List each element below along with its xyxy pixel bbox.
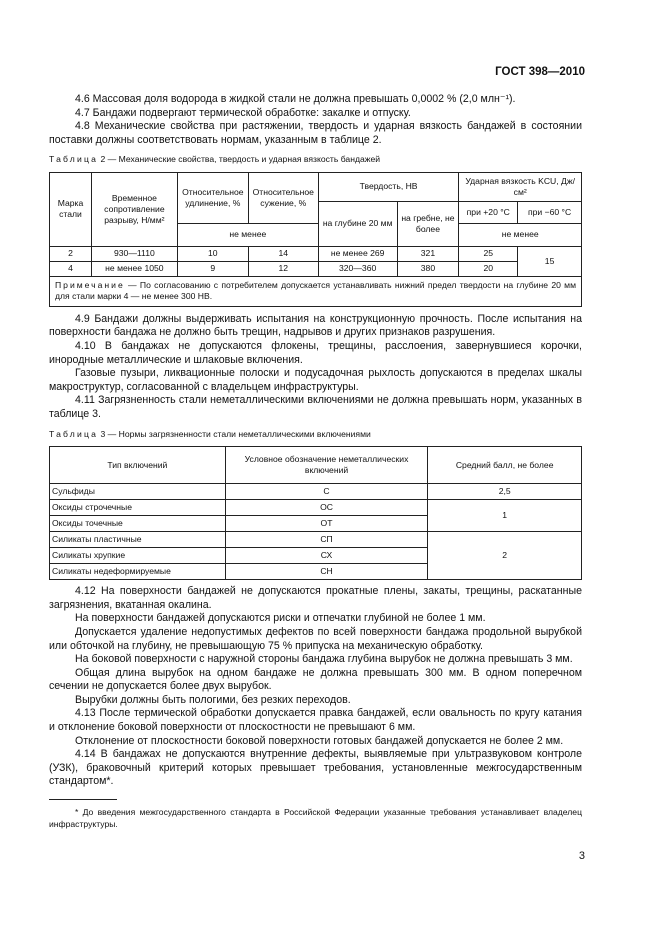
paragraph-4-11: 4.11 Загрязненность стали неметаллическими включениями не должна превышать норм, указанных в таблице 3. <box>49 394 582 420</box>
paragraph-4-8: 4.8 Механические свойства при растяжении, твердость и ударная вязкость бандажей в состоянии поставки должны соответствовать нормам, указанным в таблице 2. <box>49 120 582 146</box>
header-plus-20: при +20 °С <box>459 201 518 223</box>
header-impact-strength: Ударная вязкость KCU, Дж/см² <box>459 172 582 201</box>
paragraph-4-14: 4.14 В бандажах не допускаются внутренние дефекты, выявляемые при ультразвуковом контроле (УЗК), браковочный критерий которых превышает требования, установленные межгосударственным стандартом*. <box>49 748 582 788</box>
paragraph-4-6: 4.6 Массовая доля водорода в жидкой стали не должна превышать 0,0002 % (2,0 млн⁻¹). <box>75 93 516 105</box>
cell-hardness-crest: 321 <box>397 246 459 261</box>
table-3-caption-word: Таблица <box>49 428 99 439</box>
table-2-note <box>50 276 582 306</box>
note-word: Примечание <box>55 279 125 290</box>
cell-type: Силикаты пластичные <box>50 532 226 548</box>
cell-hardness-depth: 320—360 <box>318 261 397 276</box>
cell-impact-plus20: 20 <box>459 261 518 276</box>
paragraph-flatness: Отклонение от плоскостности боковой поверхности готовых бандажей допускается не более 2 мм. <box>75 734 564 747</box>
table-row <box>50 532 582 548</box>
header-elongation: Относительное удлинение, % <box>177 172 248 223</box>
paragraph-gas-bubbles: Газовые пузыри, ликвационные полоски и подусадочная рыхлость допускаются в пределах шкалы макроструктур, согласованной с владельцем инфраструктуры. <box>49 367 582 393</box>
header-depth-20mm: на глубине 20 мм <box>318 201 397 246</box>
header-minus-60: при −60 °С <box>518 201 582 223</box>
table-row <box>50 500 582 516</box>
cell-type: Сульфиды <box>50 484 226 500</box>
cell-symbol: СХ <box>225 548 428 564</box>
table-3-caption <box>49 428 582 442</box>
cell-elongation: 9 <box>177 261 248 276</box>
paragraph-4-12: 4.12 На поверхности бандажей не допускаются прокатные плены, закаты, трещины, раскатанные загрязнения, вкатанная окалина. <box>49 585 582 611</box>
cell-symbol: С <box>225 484 428 500</box>
cell-type: Оксиды точечные <box>50 516 226 532</box>
cell-symbol: СП <box>225 532 428 548</box>
cell-type: Оксиды строчечные <box>50 500 226 516</box>
header-not-less-2: не менее <box>459 223 582 246</box>
cell-score: 2 <box>428 532 582 580</box>
cell-symbol: ОТ <box>225 516 428 532</box>
cell-grade: 4 <box>50 261 92 276</box>
cell-impact-minus60: 15 <box>518 246 582 276</box>
header-contraction: Относительное сужение, % <box>248 172 318 223</box>
table-row <box>50 246 582 261</box>
table-row <box>50 261 582 276</box>
paragraph-risks: На поверхности бандажей допускаются риски и отпечатки глубиной не более 1 мм. <box>75 612 486 625</box>
cell-hardness-crest: 380 <box>397 261 459 276</box>
cell-tensile: не менее 1050 <box>91 261 177 276</box>
cell-type: Силикаты хрупкие <box>50 548 226 564</box>
paragraph-cut-shape: Вырубки должны быть пологими, без резких переходов. <box>75 693 351 706</box>
paragraph-4-9: 4.9 Бандажи должны выдерживать испытания на конструкционную прочность. После испытания на поверхности бандажа не должно быть трещин, надрывов и других признаков разрушения. <box>49 312 582 339</box>
table-3 <box>49 446 582 580</box>
cell-score: 2,5 <box>428 484 582 500</box>
header-inclusion-symbol: Условное обозначение неметаллических включений <box>225 447 428 484</box>
paragraph-side-surface: На боковой поверхности с наружной стороны бандажа глубина вырубок не должна превышать 3 мм. <box>75 653 573 666</box>
header-steel-grade: Марка стали <box>50 172 92 246</box>
cell-score: 1 <box>428 500 582 532</box>
table-2 <box>49 172 582 307</box>
page-number: 3 <box>578 850 585 862</box>
header-crest: на гребне, не более <box>397 201 459 246</box>
header-average-score: Средний балл, не более <box>428 447 582 484</box>
cell-symbol: СН <box>225 564 428 580</box>
note-text: — По согласованию с потребителем допускается устанавливать нижний предел твердости на глубине 20 мм для стали марки 4 — не менее 300 НВ. <box>55 279 576 302</box>
cell-tensile: 930—1110 <box>91 246 177 261</box>
paragraph-4-7: 4.7 Бандажи подвергают термической обработке: закалке и отпуску. <box>75 106 411 119</box>
header-tensile-strength: Временное сопротивление разрыву, Н/мм² <box>91 172 177 246</box>
header-not-less-1: не менее <box>177 223 318 246</box>
table-2-caption-word: Таблица <box>49 154 99 165</box>
standard-code-header: ГОСТ 398—2010 <box>495 66 585 78</box>
paragraph-4-10: 4.10 В бандажах не допускаются флокены, трещины, расслоения, завернувшиеся корочки, инородные металлические и шлаковые включения. <box>49 339 582 366</box>
cell-contraction: 14 <box>248 246 318 261</box>
table-3-caption-text: 3 — Нормы загрязненности стали неметаллическими включениями <box>98 428 371 439</box>
cell-type: Силикаты недеформируемые <box>50 564 226 580</box>
paragraph-cut-length: Общая длина вырубок на одном бандаже не должна превышать 300 мм. В одном поперечном сечении не допускается более двух вырубок. <box>49 666 582 693</box>
header-hardness: Твердость, НВ <box>318 172 459 201</box>
table-2-caption-text: 2 — Механические свойства, твердость и ударная вязкость бандажей <box>98 154 381 165</box>
paragraph-4-13: 4.13 После термической обработки допускается правка бандажей, если овальность по кругу катания и отклонение боковой поверхности от плоскостности не превышают 6 мм. <box>49 707 582 734</box>
cell-impact-plus20: 25 <box>459 246 518 261</box>
footnote: * До введения межгосударственного стандарта в Российской Федерации указанные требования устанавливает владелец инфраструктуры. <box>49 807 582 830</box>
table-2-caption <box>49 153 582 167</box>
header-inclusion-type: Тип включений <box>50 447 226 484</box>
cell-hardness-depth: не менее 269 <box>318 246 397 261</box>
cell-contraction: 12 <box>248 261 318 276</box>
document-body <box>49 93 582 830</box>
cell-symbol: ОС <box>225 500 428 516</box>
cell-grade: 2 <box>50 246 92 261</box>
cell-elongation: 10 <box>177 246 248 261</box>
table-row <box>50 484 582 500</box>
paragraph-defect-removal: Допускается удаление недопустимых дефектов по всей поверхности бандажа продольной вырубкой или обточкой на глубину, не превышающую 75 % припуска на механическую обработку. <box>49 625 582 652</box>
footnote-divider <box>49 799 117 800</box>
